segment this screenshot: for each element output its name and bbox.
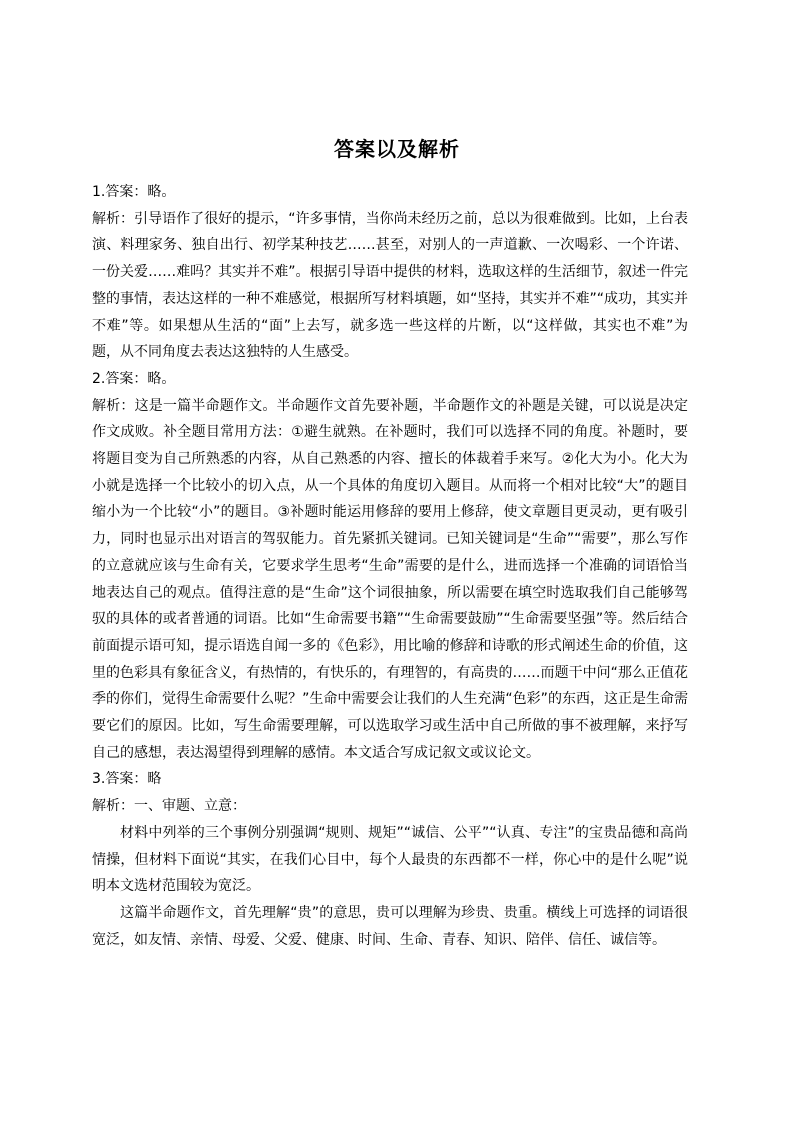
answer-1-label: 1.答案：略。 <box>92 184 176 200</box>
answer-content <box>92 179 688 953</box>
answer-3-paragraph-1: 材料中列举的三个事例分别强调“规则、规矩”“诚信、公平”“认真、专注”的宝贵品德和高尚情操，但材料下面说“其实，在我们心目中，每个人最贵的东西都不一样，你心中的是什么呢”说明本文选材范围较为宽泛。 <box>92 824 688 895</box>
page-title: 答案以及解析 <box>334 137 460 161</box>
answer-3-paragraph-2: 这篇半命题作文，首先理解“贵”的意思，贵可以理解为珍贵、贵重。横线上可选择的词语很宽泛，如友情、亲情、母爱、父爱、健康、时间、生命、青春、知识、陪伴、信任、诚信等。 <box>92 904 688 948</box>
answer-3-label: 3.答案：略 <box>92 771 162 788</box>
answer-3-analysis-heading: 解析：一、审题、立意： <box>92 798 246 815</box>
answer-1-analysis: 解析：引导语作了很好的提示，“许多事情，当你尚未经历之前，总以为很难做到。比如，上台表演、料理家务、独自出行、初学某种技艺……甚至，对别人的一声道歉、一次喝彩、一个许诺、一份关爱……难吗？其实并不难”。根据引导语中提供的材料，选取这样的生活细节，叙述一件完整的事情，表达这样的一种不难感觉，根据所写材料填题，如“坚持，其实并不难”“成功，其实并不难”等。如果想从生活的“面”上去写，就多选一些这样的片断，以“这样做，其实也不难”为题，从不同角度去表达这独特的人生感受。 <box>92 210 688 361</box>
answer-2-analysis: 解析：这是一篇半命题作文。半命题作文首先要补题，半命题作文的补题是关键，可以说是决定作文成败。补全题目常用方法：①避生就熟。在补题时，我们可以选择不同的角度。补题时，要将题目变为自己所熟悉的内容，从自己熟悉的内容、擅长的体裁着手来写。②化大为小。化大为小就是选择一个比较小的切入点，从一个具体的角度切入题目。从而将一个相对比较“大”的题目缩小为一个比较“小”的题目。③补题时能运用修辞的要用上修辞，使文章题目更灵动，更有吸引力，同时也显示出对语言的驾驭能力。首先紧抓关键词。已知关键词是“生命”“需要”，那么写作的立意就应该与生命有关，它要求学生思考“生命”需要的是什么，进而选择一个准确的词语恰当地表达自己的观点。值得注意的是“生命”这个词很抽象，所以需要在填空时选取我们自己能够驾驭的具体的或者普通的词语。比如“生命需要书籍”“生命需要鼓励”“生命需要坚强”等。然后结合前面提示语可知，提示语选自闻一多的《色彩》，用比喻的修辞和诗歌的形式阐述生命的价值，这里的色彩具有象征含义，有热情的，有快乐的，有理智的，有高贵的……而题干中问“那么正值花季的你们，觉得生命需要什么呢？”生命中需要会让我们的人生充满“色彩”的东西，这正是生命需要它们的原因。比如，写生命需要理解，可以选取学习或生活中自己所做的事不被理解，来抒写自己的感想，表达渴望得到理解的感情。本文适合写成记叙文或议论文。 <box>92 397 688 761</box>
answer-2-label: 2.答案：略。 <box>92 370 176 387</box>
